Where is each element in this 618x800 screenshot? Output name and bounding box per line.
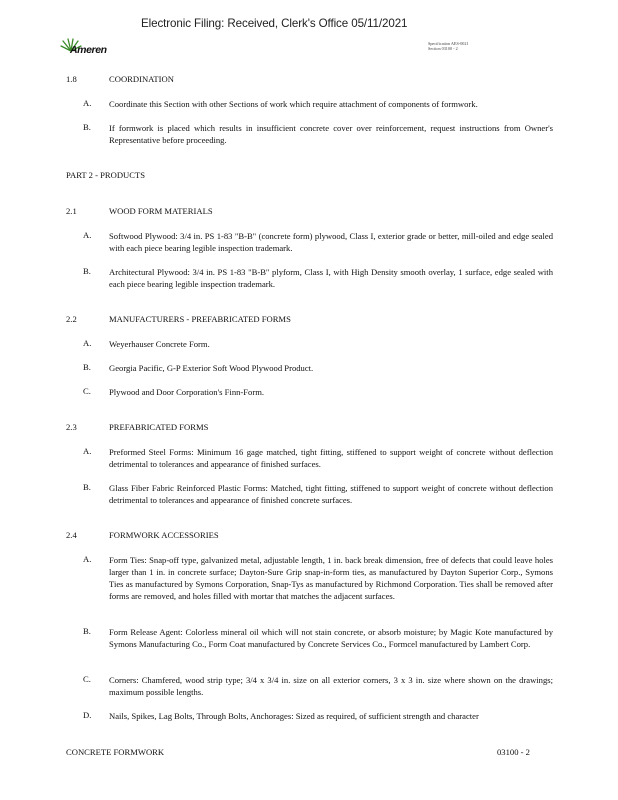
item-letter: B.	[83, 626, 91, 636]
item-text: Softwood Plywood: 3/4 in. PS 1-83 "B-B" (concrete form) plywood, Class I, exterior grade or better, mill-oiled and edge sealed with each piece bearing legible inspection trademark.	[109, 231, 553, 253]
section-heading: MANUFACTURERS - PREFABRICATED FORMS	[109, 314, 291, 324]
item-letter: A.	[83, 230, 92, 240]
item-letter: C.	[83, 386, 91, 396]
section-number: 2.4	[66, 530, 77, 540]
ameren-logo	[60, 38, 120, 60]
section-heading: COORDINATION	[109, 74, 174, 84]
spec-reference	[428, 41, 498, 51]
item-text: Plywood and Door Corporation's Finn-Form.	[109, 387, 265, 397]
item-letter: A.	[83, 554, 92, 564]
item-text: Form Release Agent: Colorless mineral oil which will not stain concrete, or absorb moisture; by Magic Kote manufactured by Symons Manufacturing Co., Form Coat manufactured by Concrete Services Co., Formcel manufactured by Lambert Corp.	[109, 627, 553, 649]
section-number: 2.3	[66, 422, 77, 432]
item-letter: B.	[83, 482, 91, 492]
item-text: If formwork is placed which results in insufficient concrete cover over reinforcement, request instructions from Owner's Representative before proceeding.	[109, 123, 553, 145]
section-heading: FORMWORK ACCESSORIES	[109, 530, 219, 540]
item-letter: B.	[83, 266, 91, 276]
item-letter: A.	[83, 338, 92, 348]
section-number: 2.2	[66, 314, 77, 324]
section-number: 1.8	[66, 74, 77, 84]
item-letter: A.	[83, 446, 92, 456]
item-letter: B.	[83, 362, 91, 372]
page-number: 03100 - 2	[497, 747, 530, 757]
item-text: Architectural Plywood: 3/4 in. PS 1-83 "B-B" plyform, Class I, with High Density smooth overlay, 1 surface, edge sealed with each piece bearing legible inspection trademark.	[109, 267, 553, 289]
item-letter: C.	[83, 674, 91, 684]
part-title: PART 2 - PRODUCTS	[66, 170, 146, 180]
item-letter: B.	[83, 122, 91, 132]
section-heading: PREFABRICATED FORMS	[109, 422, 209, 432]
logo-wordmark: Ameren	[70, 44, 107, 56]
spec-line: Section 03100 - 2	[428, 46, 458, 51]
footer-title: CONCRETE FORMWORK	[66, 747, 165, 757]
item-text: Corners: Chamfered, wood strip type; 3/4 x 3/4 in. size on all exterior corners, 3 x 3 in. size where shown on the drawings; maximum possible lengths.	[109, 675, 553, 697]
item-text: Weyerhauser Concrete Form.	[109, 339, 210, 349]
item-letter: A.	[83, 98, 92, 108]
item-text: Form Ties: Snap-off type, galvanized metal, adjustable length, 1 in. back break dimension, free of defects that could leave holes larger than 1 in. in concrete surface; Dayton-Sure Grip snap-in-form ties, as manufactured by Dayton Superior Corp., Symons Ties as manufactured by Symons Corporation, Snap-Tys as manufactured by Richmond Corporation. Ties shall be removed after forms are removed, and holes filled with mortar that matches the adjacent surfaces.	[109, 555, 553, 601]
item-text: Nails, Spikes, Lag Bolts, Through Bolts, Anchorages: Sized as required, of sufficient strength and character	[109, 711, 479, 721]
item-text: Preformed Steel Forms: Minimum 16 gage matched, tight fitting, stiffened to support weight of concrete without deflection detrimental to tolerances and appearance of finished surfaces.	[109, 447, 553, 469]
item-text: Glass Fiber Fabric Reinforced Plastic Forms: Matched, tight fitting, stiffened to support weight of concrete without deflection detrimental to tolerances and appearance of finished concrete surfaces.	[109, 483, 553, 505]
section-heading: WOOD FORM MATERIALS	[109, 206, 213, 216]
filing-stamp: Electronic Filing: Received, Clerk's Office 05/11/2021	[141, 17, 408, 30]
item-text: Coordinate this Section with other Sections of work which require attachment of components of formwork.	[109, 99, 478, 109]
item-letter: D.	[83, 710, 92, 720]
item-text: Georgia Pacific, G-P Exterior Soft Wood Plywood Product.	[109, 363, 314, 373]
section-number: 2.1	[66, 206, 77, 216]
spec-line: Specification AES-0021	[428, 41, 469, 46]
